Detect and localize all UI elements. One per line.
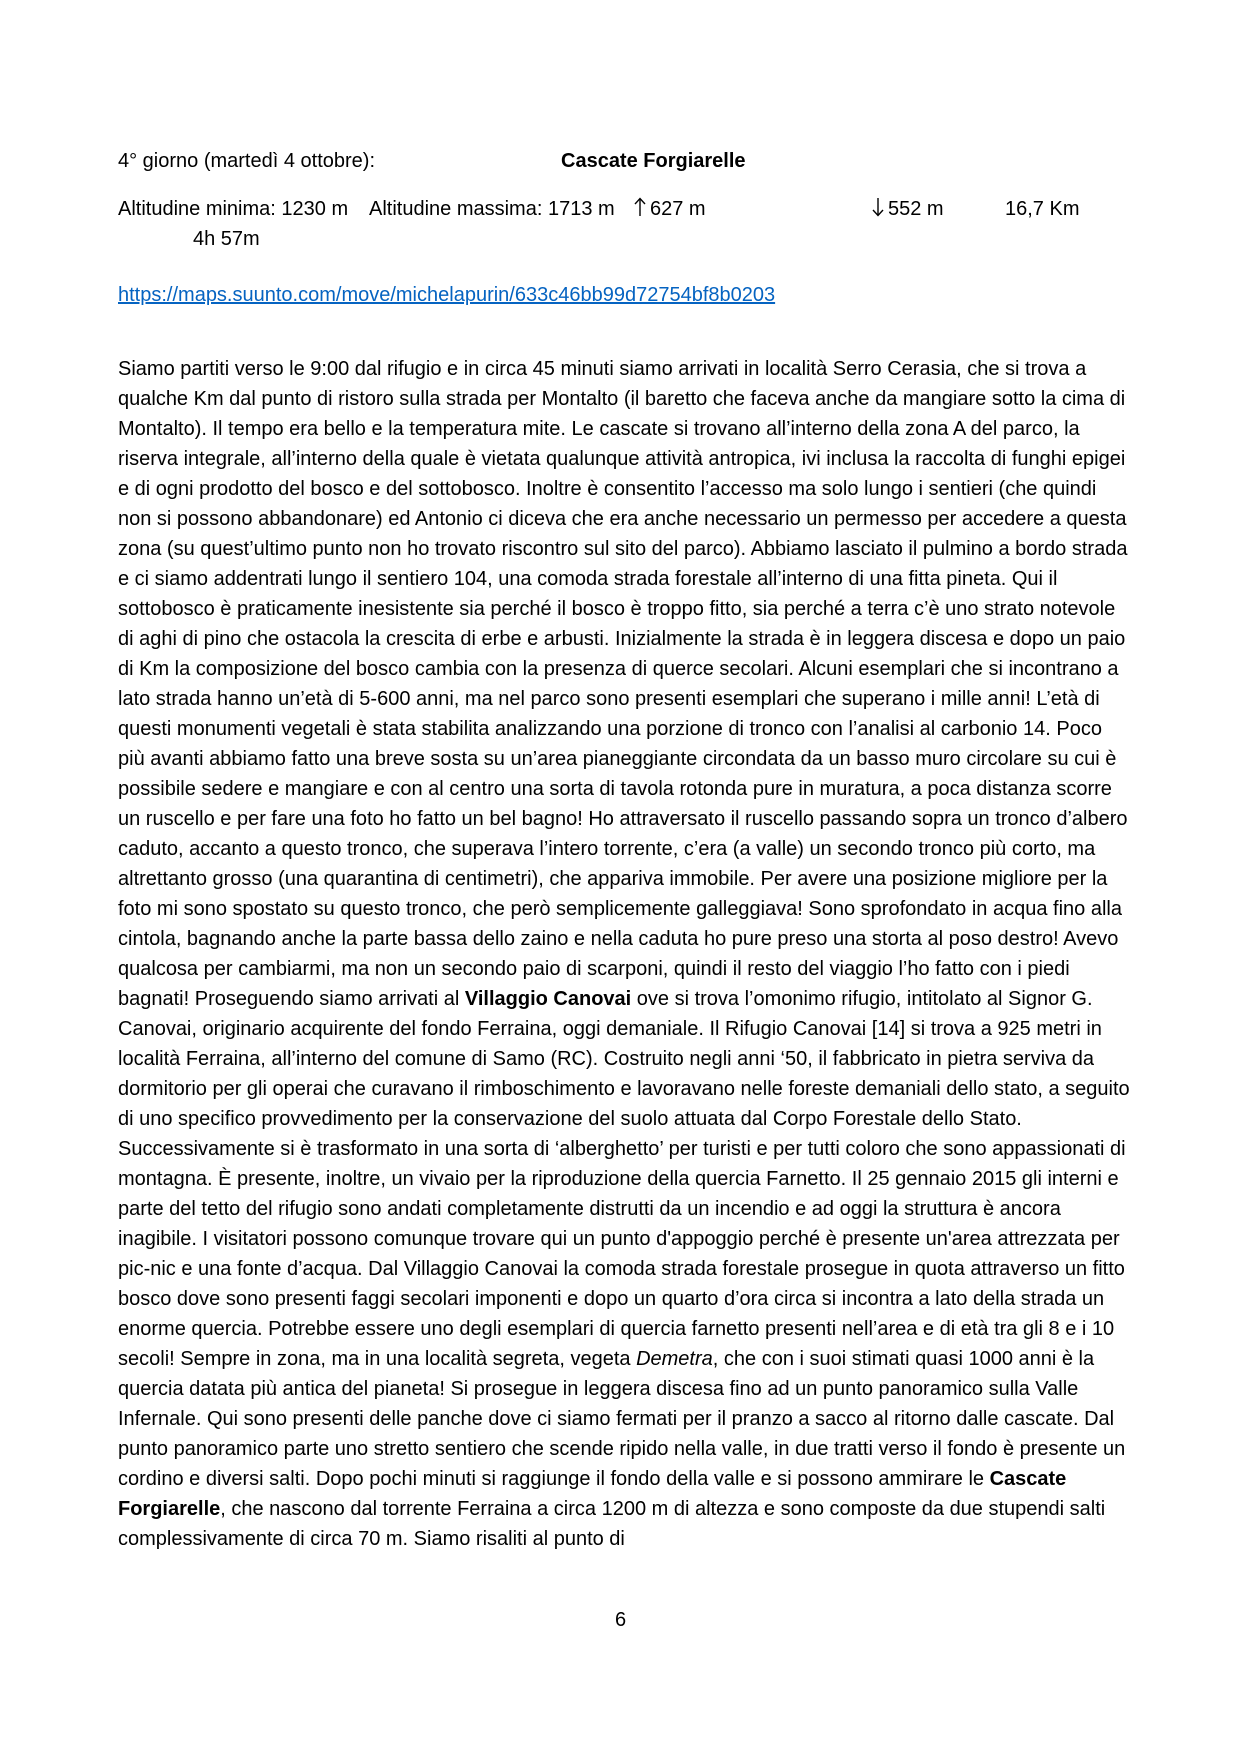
duration-stat: 4h 57m [193, 228, 260, 250]
body-text-part-3: , che con i suoi stimati quasi 1000 anni è la quercia datata più antica del pianeta! Si prosegue in leggera discesa fino ad un punto panoramico sulla Valle Infernale. Qui sono presenti delle panche dove ci siamo fermati per il pranzo a sacco al ritorno dalle cascate. Dal punto panoramico parte uno stretto sentiero che scende ripido nella valle, in due tratti verso il fondo è presente un cordino e diversi salti. Dopo pochi minuti si raggiunge il fondo della valle e si possono ammirare le [118, 1348, 1126, 1490]
waterfall-name-bold: Cascate Forgiarelle [118, 1468, 1067, 1520]
min-altitude: Altitudine minima: 1230 m [118, 198, 349, 220]
descent-value: 552 m [888, 198, 944, 220]
distance-stat: 16,7 Km [1005, 198, 1080, 220]
oak-name-italic: Demetra [636, 1348, 713, 1370]
body-text-part-2: ove si trova l’omonimo rifugio, intitolato al Signor G. Canovai, originario acquirente del fondo Ferraina, oggi demaniale. Il Rifugio Canovai [14] si trova a 925 metri in località Ferraina, all’interno del comune di Samo (RC). Costruito negli anni ‘50, il fabbricato in pietra serviva da dormitorio per gli operai che curavano il rimboschimento e lavoravano nelle foreste demaniali dello stato, a seguito di uno specifico provvedimento per la conservazione del suolo attuata dal Corpo Forestale dello Stato. Successivamente si è trasformato in una sorta di ‘alberghetto’ per turisti e per tutti coloro che sono appassionati di montagna. È presente, inoltre, un vivaio per la riproduzione della quercia Farnetto. Il 25 gennaio 2015 gli interni e parte del tetto del rifugio sono andati completamente distrutti da un incendio e ad oggi la struttura è ancora inagibile. I visitatori possono comunque trovare qui un punto d'appoggio perché è presente un'area attrezzata per pic-nic e una fonte d’acqua. Dal Villaggio Canovai la comoda strada forestale prosegue in quota attraverso un fitto bosco dove sono presenti faggi secolari imponenti e dopo un quarto d’ora circa si incontra a lato della strada un enorme quercia. Potrebbe essere uno degli esemplari di quercia farnetto presenti nell’area e di età tra gli 8 e i 10 secoli! Sempre in zona, ma in una località segreta, vegeta [118, 988, 1130, 1370]
body-text-part-4: , che nascono dal torrente Ferraina a circa 1200 m di altezza e sono composte da due stupendi salti complessivamente di circa 70 m. Siamo risaliti al punto di [118, 1498, 1106, 1550]
ascent-value: 627 m [650, 198, 706, 220]
place-name-bold: Villaggio Canovai [464, 988, 632, 1010]
page-title: Cascate Forgiarelle [561, 150, 746, 172]
body-text-part-1: Siamo partiti verso le 9:00 dal rifugio e in circa 45 minuti siamo arrivati in località Serro Cerasia, che si trova a qualche Km dal punto di ristoro sulla strada per Montalto (il baretto che faceva anche da mangiare sotto la cima di Montalto). Il tempo era bello e la temperatura mite. Le cascate si trovano all’interno della zona A del parco, la riserva integrale, all’interno della quale è vietata qualunque attività antropica, ivi inclusa la raccolta di funghi epigei e di ogni prodotto del bosco e del sottobosco. Inoltre è consentito l’accesso ma solo lungo i sentieri (che quindi non si possono abbandonare) ed Antonio ci diceva che era anche necessario un permesso per accedere a questa zona (su quest’ultimo punto non ho trovato riscontro sul sito del parco). Abbiamo lasciato il pulmino a bordo strada e ci siamo addentrati lungo il sentiero 104, una comoda strada forestale all’interno di una fitta pineta. Qui il sottobosco è praticamente inesistente sia perché il bosco è troppo fitto, sia perché a terra c’è uno strato notevole di aghi di pino che ostacola la crescita di erbe e arbusti. Inizialmente la strada è in leggera discesa e dopo un paio di Km la composizione del bosco cambia con la presenza di querce secolari. Alcuni esemplari che si incontrano a lato strada hanno un’età di 5-600 anni, ma nel parco sono presenti esemplari che superano i mille anni! L’età di questi monumenti vegetali è stata stabilita analizzando una porzione di tronco con l’analisi al carbonio 14. Poco più avanti abbiamo fatto una breve sosta su un’area pianeggiante circondata da un basso muro circolare su cui è possibile sedere e mangiare e con al centro una sorta di tavola rotonda pure in muratura, a poca distanza scorre un ruscello e per fare una foto ho fatto un bel bagno! Ho attraversato il ruscello passando sopra un tronco d’albero caduto, accanto a questo tronco, che superava l’intero torrente, c’era (a valle) un secondo tronco più corto, ma altrettanto grosso (una quarantina di centimetri), che appariva immobile. Per avere una posizione migliore per la foto mi sono spostato su questo tronco, che però semplicemente galleggiava! Sono sprofondato in acqua fino alla cintola, bagnando anche la parte bassa dello zaino e nella caduta ho pure preso una storta al poso destro! Avevo qualcosa per cambiarmi, ma non un secondo paio di scarponi, quindi il resto del viaggio l’ho fatto con i piedi bagnati! Proseguendo siamo arrivati al [118, 358, 1128, 1010]
body-paragraph [118, 354, 1130, 1554]
day-label: 4° giorno (martedì 4 ottobre): [118, 150, 376, 172]
route-stats [118, 194, 1128, 254]
arrow-up-icon [634, 194, 646, 224]
max-altitude: Altitudine massima: 1713 m [369, 198, 615, 220]
suunto-route-link[interactable]: https://maps.suunto.com/move/michelapurin/633c46bb99d72754bf8b0203 [118, 284, 776, 306]
arrow-down-icon [872, 194, 884, 224]
day-heading [118, 146, 1118, 176]
ascent-stat [634, 194, 706, 224]
descent-stat [872, 194, 944, 224]
page-number: 6 [614, 1609, 627, 1631]
